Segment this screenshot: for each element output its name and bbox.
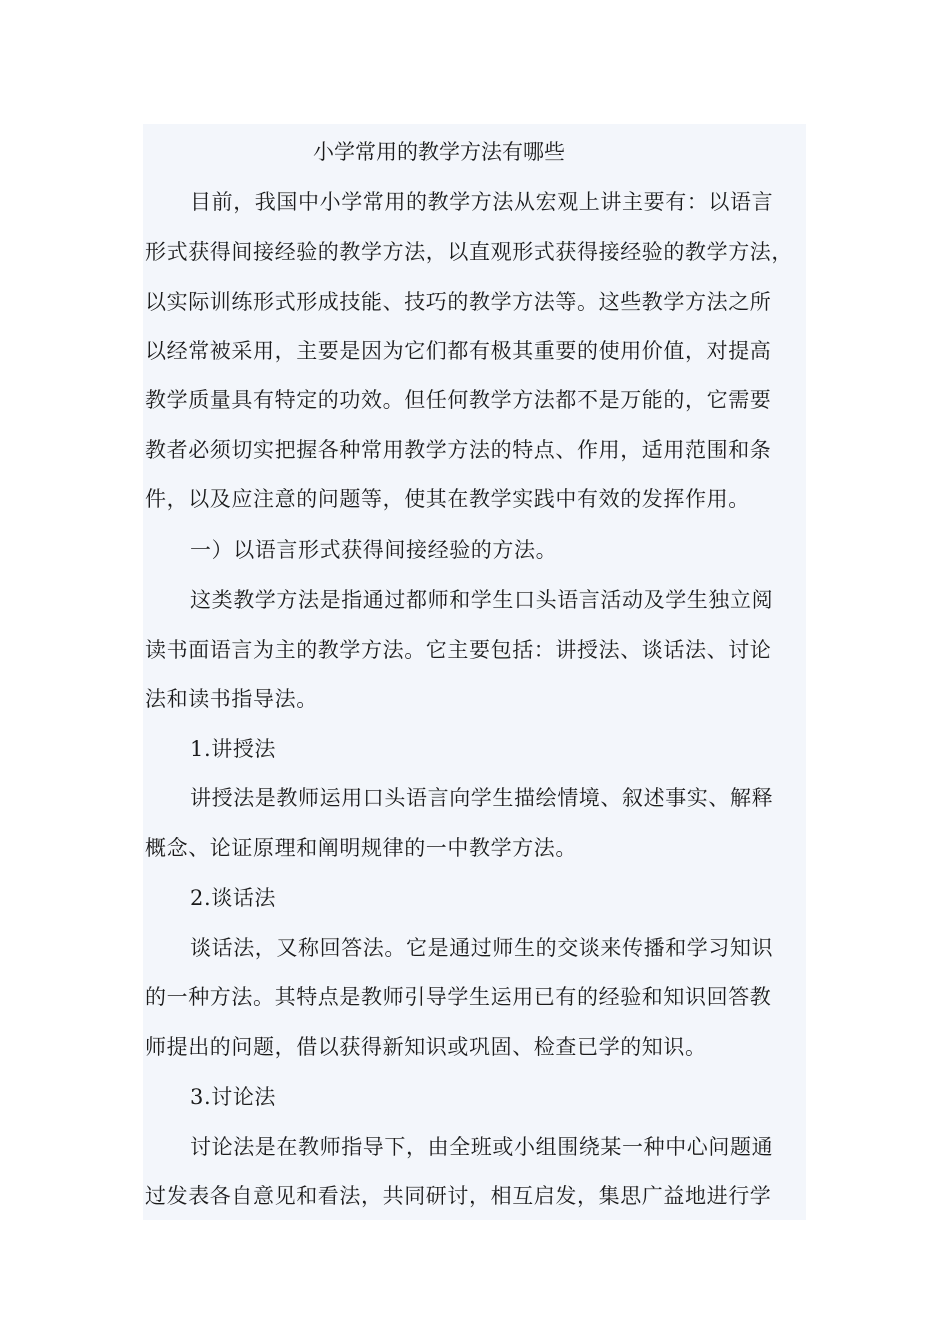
paragraph-line: 教者必须切实把握各种常用教学方法的特点、作用，适用范围和条 — [145, 438, 772, 462]
paragraph-line: 概念、论证原理和阐明规律的一中教学方法。 — [145, 836, 577, 860]
paragraph-line: 师提出的问题，借以获得新知识或巩固、检查已学的知识。 — [145, 1035, 707, 1059]
paragraph-line: 以经常被采用，主要是因为它们都有极其重要的使用价值，对提高 — [145, 339, 772, 363]
paragraph-line: 过发表各自意见和看法，共同研讨，相互启发，集思广益地进行学 — [145, 1184, 772, 1208]
paragraph-line: 这类教学方法是指通过都师和学生口头语言活动及学生独立阅 — [190, 588, 774, 612]
paragraph-line: 谈话法，又称回答法。它是通过师生的交谈来传播和学习知识 — [190, 936, 774, 960]
paragraph-line: 法和读书指导法。 — [145, 687, 318, 711]
paragraph-line: 讨论法是在教师指导下，由全班或小组围绕某一种中心问题通 — [190, 1135, 774, 1159]
paragraph-line: 件，以及应注意的问题等，使其在教学实践中有效的发挥作用。 — [145, 487, 750, 511]
subsection-heading: 1.讲授法 — [190, 737, 277, 761]
paragraph-line: 形式获得间接经验的教学方法，以直观形式获得接经验的教学方法， — [145, 240, 793, 264]
paragraph-line: 讲授法是教师运用口头语言向学生描绘情境、叙述事实、解释 — [190, 786, 774, 810]
paragraph-line: 以实际训练形式形成技能、技巧的教学方法等。这些教学方法之所 — [145, 290, 772, 314]
document-title: 小学常用的教学方法有哪些 — [313, 140, 565, 164]
paragraph-line: 的一种方法。其特点是教师引导学生运用已有的经验和知识回答教 — [145, 985, 772, 1009]
section-heading: 一）以语言形式获得间接经验的方法。 — [190, 538, 558, 562]
subsection-heading: 3.讨论法 — [190, 1085, 277, 1109]
subsection-heading: 2.谈话法 — [190, 886, 277, 910]
paragraph-line: 教学质量具有特定的功效。但任何教学方法都不是万能的，它需要 — [145, 388, 772, 412]
paragraph-line: 读书面语言为主的教学方法。它主要包括：讲授法、谈话法、讨论 — [145, 638, 772, 662]
paragraph-line: 目前，我国中小学常用的教学方法从宏观上讲主要有：以语言 — [190, 190, 774, 214]
document-body — [143, 124, 806, 1220]
